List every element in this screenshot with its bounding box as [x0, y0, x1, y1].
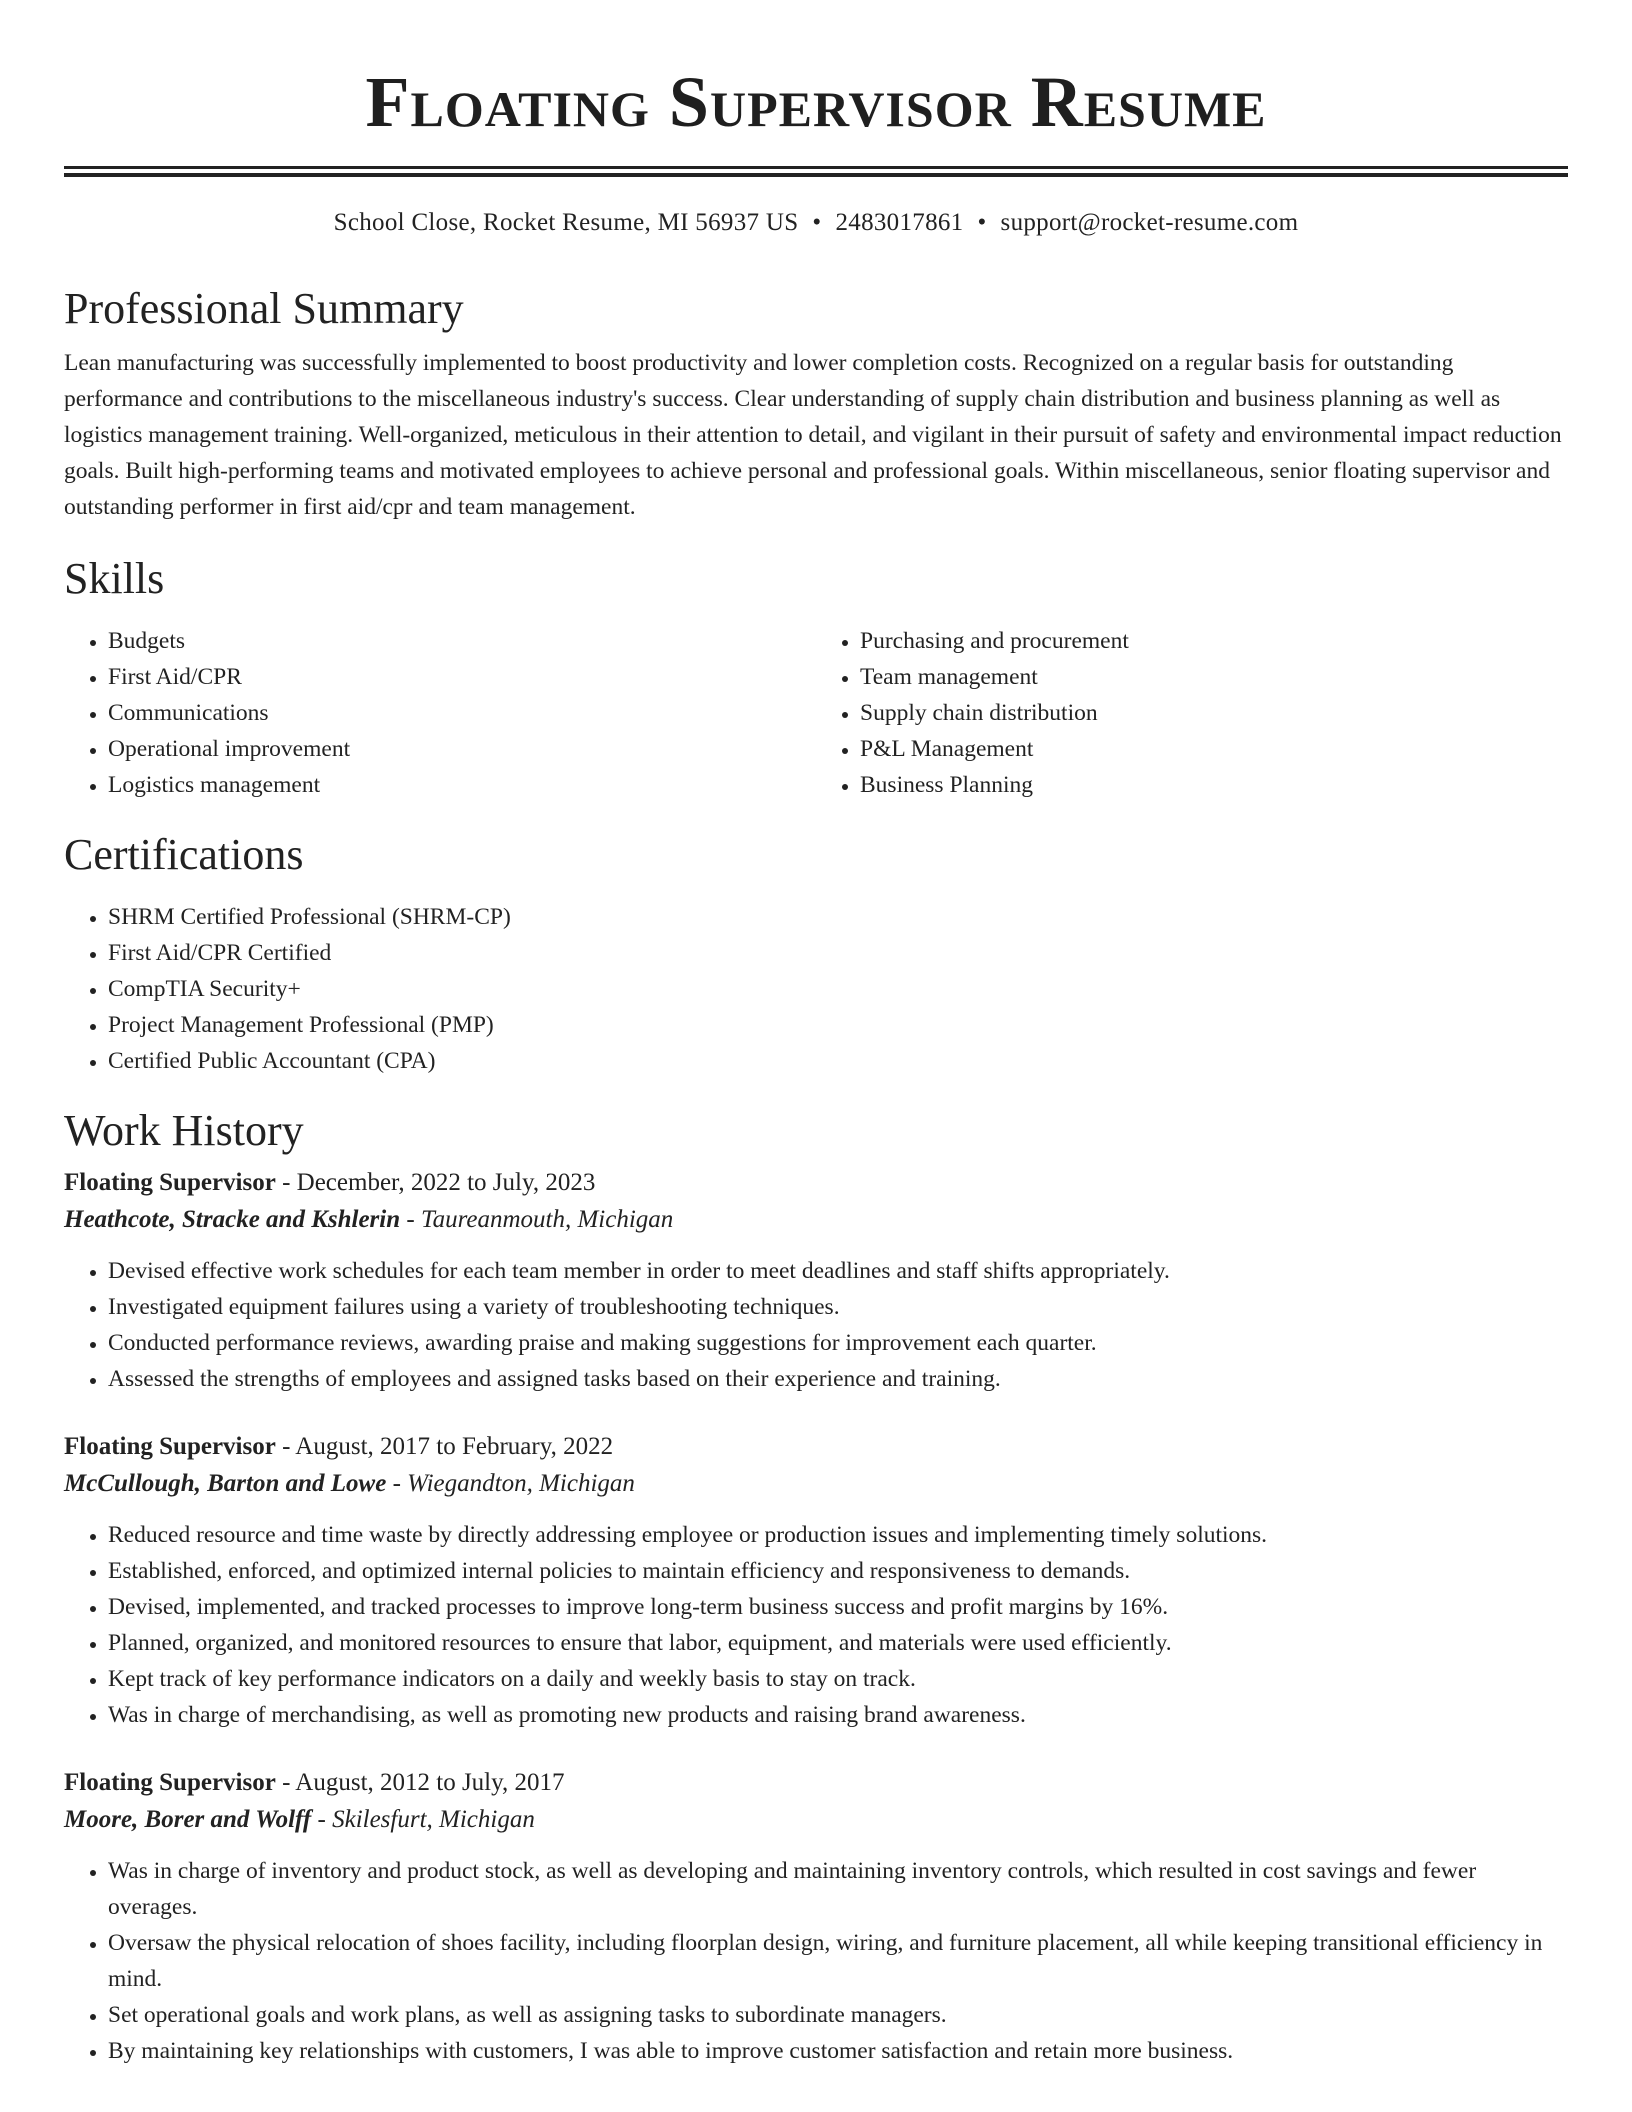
- job-company: Heathcote, Stracke and Kshlerin: [64, 1206, 401, 1233]
- section-heading-certifications: Certifications: [64, 830, 304, 879]
- contact-email: support@rocket-resume.com: [1000, 209, 1299, 236]
- job-title-line: Floating Supervisor - August, 2017 to February, 2022: [64, 1433, 614, 1460]
- job-dates: August, 2017 to February, 2022: [295, 1433, 614, 1460]
- job-bullet: • Planned, organized, and monitored resources to ensure that labor, equipment, and materials were used efficiently.: [108, 1625, 1568, 1661]
- resume-title: Floating Supervisor Resume: [365, 62, 1267, 142]
- job-title: Floating Supervisor: [64, 1433, 276, 1460]
- job-dates: December, 2022 to July, 2023: [296, 1169, 596, 1196]
- job-bullet: • Devised effective work schedules for each team member in order to meet deadlines and staff shifts appropriately.: [108, 1253, 1568, 1289]
- job-bullet: • Oversaw the physical relocation of shoes facility, including floorplan design, wiring, and furniture placement, all while keeping transitional efficiency in mind.: [108, 1925, 1568, 1997]
- skill-item: • P&L Management: [860, 731, 1568, 767]
- job-location: Skilesfurt, Michigan: [332, 1806, 535, 1833]
- job-entry: [64, 1165, 1568, 1397]
- section-heading-work-history: Work History: [64, 1106, 304, 1155]
- skill-item: • Supply chain distribution: [860, 695, 1568, 731]
- job-bullet: • Set operational goals and work plans, as well as assigning tasks to subordinate managers.: [108, 1997, 1568, 2033]
- skill-item: • Operational improvement: [108, 731, 816, 767]
- certification-item: • Project Management Professional (PMP): [108, 1007, 1568, 1043]
- job-bullet: • By maintaining key relationships with customers, I was able to improve customer satisfaction and retain more business.: [108, 2033, 1568, 2069]
- contact-separator: •: [977, 209, 987, 236]
- job-title-line: Floating Supervisor - December, 2022 to July, 2023: [64, 1169, 596, 1196]
- job-location: Taureanmouth, Michigan: [420, 1206, 674, 1233]
- job-bullet: • Was in charge of inventory and product stock, as well as developing and maintaining inventory controls, which resulted in cost savings and fewer overages.: [108, 1853, 1568, 1925]
- resume-page: [64, 0, 1568, 2069]
- certifications-list: [64, 899, 1568, 1079]
- job-bullet: • Assessed the strengths of employees and assigned tasks based on their experience and training.: [108, 1361, 1568, 1397]
- job-bullet: • Established, enforced, and optimized internal policies to maintain efficiency and responsiveness to demands.: [108, 1553, 1568, 1589]
- skill-item: • Purchasing and procurement: [860, 623, 1568, 659]
- job-dates: August, 2012 to July, 2017: [295, 1769, 565, 1796]
- certification-item: • Certified Public Accountant (CPA): [108, 1043, 1568, 1079]
- job-bullets: [64, 1517, 1568, 1733]
- skill-item: • Budgets: [108, 623, 816, 659]
- skills-list-left: [64, 623, 816, 803]
- job-company-line: Moore, Borer and Wolff - Skilesfurt, Michigan: [64, 1806, 535, 1833]
- job-bullet: • Reduced resource and time waste by directly addressing employee or production issues and implementing timely solutions.: [108, 1517, 1568, 1553]
- certification-item: • SHRM Certified Professional (SHRM-CP): [108, 899, 1568, 935]
- job-company-line: McCullough, Barton and Lowe - Wiegandton, Michigan: [64, 1470, 635, 1497]
- job-bullet: • Was in charge of merchandising, as well as promoting new products and raising brand awareness.: [108, 1697, 1568, 1733]
- skill-item: • First Aid/CPR: [108, 659, 816, 695]
- job-entry: [64, 1429, 1568, 1733]
- job-bullets: [64, 1253, 1568, 1397]
- skills-list-right: [816, 623, 1568, 803]
- job-company: Moore, Borer and Wolff: [64, 1806, 312, 1833]
- section-heading-summary: Professional Summary: [64, 284, 464, 333]
- job-bullet: • Conducted performance reviews, awarding praise and making suggestions for improvement each quarter.: [108, 1325, 1568, 1361]
- title-divider-top: [64, 166, 1568, 169]
- skills-columns: [64, 623, 1568, 803]
- job-title-line: Floating Supervisor - August, 2012 to July, 2017: [64, 1769, 565, 1796]
- summary-text: Lean manufacturing was successfully implemented to boost productivity and lower completion costs. Recognized on a regular basis for outstanding performance and contributions to the miscellaneous industry's success. Clear understanding of supply chain distribution and business planning as well as logistics management training. Well-organized, meticulous in their attention to detail, and vigilant in their pursuit of safety and environmental impact reduction goals. Built high-performing teams and motivated employees to achieve personal and professional goals. Within miscellaneous, senior floating supervisor and outstanding performer in first aid/cpr and team management.: [64, 350, 1562, 520]
- contact-line: [64, 207, 1568, 239]
- job-bullet: • Devised, implemented, and tracked processes to improve long-term business success and profit margins by 16%.: [108, 1589, 1568, 1625]
- title-divider-bottom: [64, 173, 1568, 177]
- certification-item: • First Aid/CPR Certified: [108, 935, 1568, 971]
- summary-section: [64, 283, 1568, 525]
- skill-item: • Business Planning: [860, 767, 1568, 803]
- section-heading-skills: Skills: [64, 554, 165, 603]
- contact-phone: 2483017861: [835, 209, 964, 236]
- certifications-section: [64, 829, 1568, 1079]
- job-title: Floating Supervisor: [64, 1769, 276, 1796]
- job-bullet: • Investigated equipment failures using a variety of troubleshooting techniques.: [108, 1289, 1568, 1325]
- contact-address: School Close, Rocket Resume, MI 56937 US: [333, 209, 799, 236]
- job-bullets: [64, 1853, 1568, 2069]
- contact-separator: •: [812, 209, 822, 236]
- skill-item: • Communications: [108, 695, 816, 731]
- job-company-line: Heathcote, Stracke and Kshlerin - Taureanmouth, Michigan: [64, 1206, 674, 1233]
- job-bullet: • Kept track of key performance indicators on a daily and weekly basis to stay on track.: [108, 1661, 1568, 1697]
- skill-item: • Team management: [860, 659, 1568, 695]
- job-title: Floating Supervisor: [64, 1169, 276, 1196]
- job-location: Wiegandton, Michigan: [407, 1470, 635, 1497]
- work-history-section: [64, 1105, 1568, 2069]
- skill-item: • Logistics management: [108, 767, 816, 803]
- certification-item: • CompTIA Security+: [108, 971, 1568, 1007]
- skills-section: [64, 553, 1568, 803]
- job-entry: [64, 1765, 1568, 2069]
- job-company: McCullough, Barton and Lowe: [64, 1470, 387, 1497]
